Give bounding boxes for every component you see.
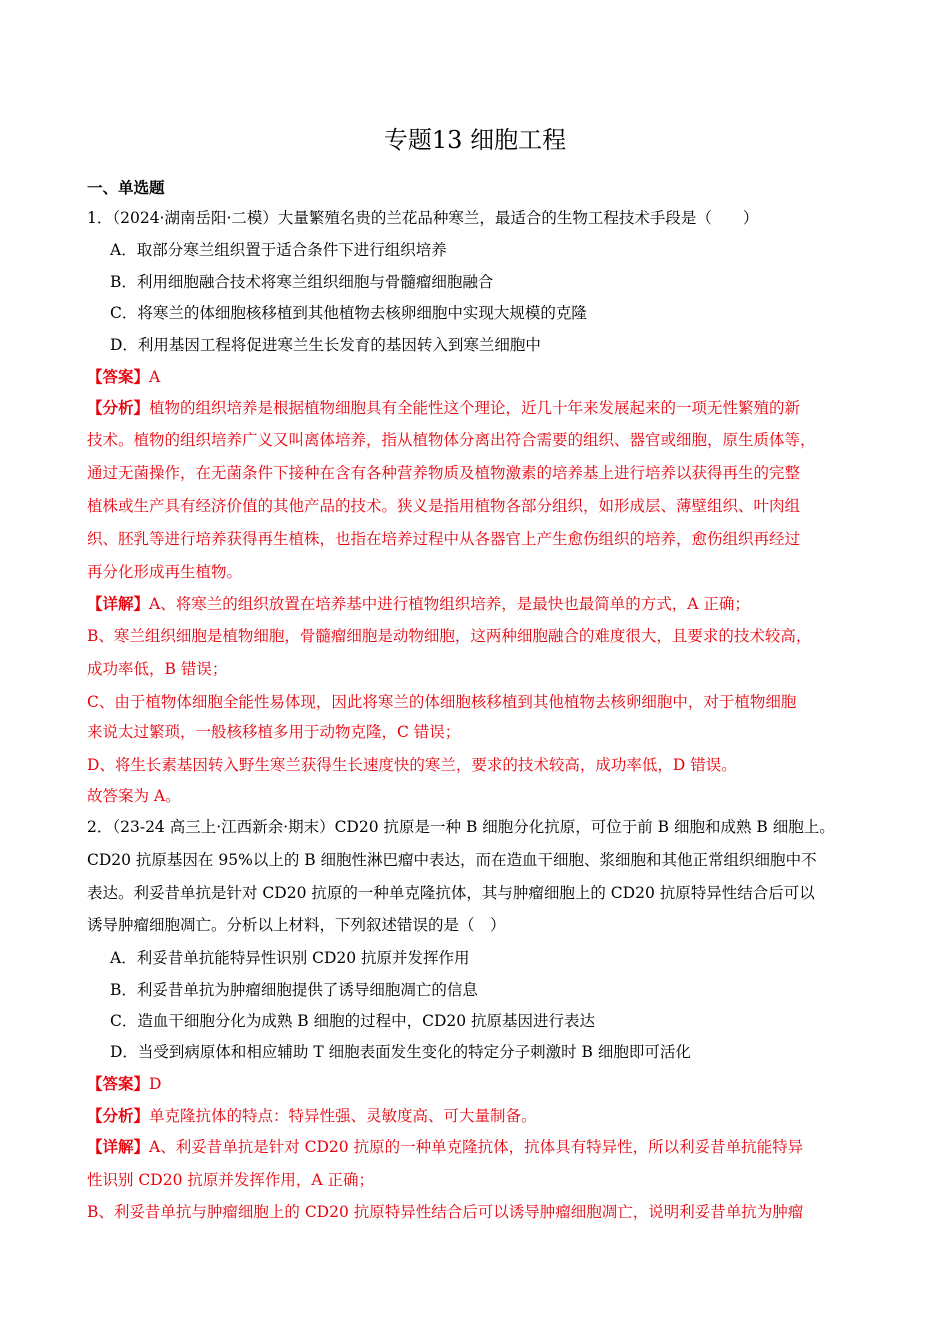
question-2-stem-line: 2．（23-24 高三上·江西新余·期末）CD20 抗原是一种 B 细胞分化抗原，可位于前 B 细胞和成熟 B 细胞上。 — [87, 818, 835, 836]
analysis-text: 植物的组织培养是根据植物细胞具有全能性这个理论，近几十年来发展起来的一项无性繁殖的新 — [149, 399, 801, 417]
analysis-tag: 【分析】 — [87, 398, 150, 417]
question-1-analysis-line — [87, 398, 800, 418]
detail-text: A、将寒兰的组织放置在培养基中进行植物组织培养，是最快也最简单的方式，A 正确； — [149, 595, 750, 613]
question-2-option-d: D．当受到病原体和相应辅助 T 细胞表面发生变化的特定分子刺激时 B 细胞即可活化 — [110, 1043, 691, 1061]
question-2-option-a: A．利妥昔单抗能特异性识别 CD20 抗原并发挥作用 — [110, 949, 470, 967]
question-1-detail-line: B、寒兰组织细胞是植物细胞，骨髓瘤细胞是动物细胞，这两种细胞融合的难度很大，且要求的技术较高， — [87, 627, 812, 645]
page-title: 专题13 细胞工程 — [383, 126, 567, 154]
question-2-stem-line: 表达。利妥昔单抗是针对 CD20 抗原的一种单克隆抗体，其与肿瘤细胞上的 CD20 抗原特异性结合后可以 — [87, 884, 815, 902]
question-1-option-a: A．取部分寒兰组织置于适合条件下进行组织培养 — [110, 241, 447, 259]
question-2-stem-line: CD20 抗原基因在 95%以上的 B 细胞性淋巴瘤中表达，而在造血干细胞、浆细胞和其他正常组织细胞中不 — [87, 851, 817, 869]
question-1-analysis-line: 通过无菌操作，在无菌条件下接种在含有各种营养物质及植物激素的培养基上进行培养以获得再生的完整 — [87, 464, 801, 482]
question-1-option-c: C．将寒兰的体细胞核移植到其他植物去核卵细胞中实现大规模的克隆 — [110, 304, 587, 322]
answer-value: D — [149, 1075, 162, 1093]
question-1-detail-line: D、将生长素基因转入野生寒兰获得生长速度快的寒兰，要求的技术较高，成功率低，D 错误。 — [87, 756, 737, 774]
detail-tag: 【详解】 — [87, 1137, 150, 1156]
analysis-tag: 【分析】 — [87, 1106, 150, 1125]
question-1-analysis-line: 再分化形成再生植物。 — [87, 563, 243, 581]
question-1-option-d: D．利用基因工程将促进寒兰生长发育的基因转入到寒兰细胞中 — [110, 336, 541, 354]
answer-tag: 【答案】 — [87, 367, 150, 386]
question-1-conclusion: 故答案为 A。 — [87, 787, 181, 805]
section-heading: 一、单选题 — [87, 178, 165, 197]
question-1-detail-line: 来说太过繁琐，一般核移植多用于动物克隆，C 错误； — [87, 723, 461, 741]
question-1-analysis-line: 植株或生产具有经济价值的其他产品的技术。狭义是指用植物各部分组织，如形成层、薄壁组织、叶肉组 — [87, 497, 801, 515]
detail-text: A、利妥昔单抗是针对 CD20 抗原的一种单克隆抗体，抗体具有特异性，所以利妥昔单抗能特异 — [149, 1138, 804, 1156]
question-1-answer — [87, 367, 160, 387]
question-2-option-c: C．造血干细胞分化为成熟 B 细胞的过程中，CD20 抗原基因进行表达 — [110, 1012, 596, 1030]
question-2-detail-line: 性识别 CD20 抗原并发挥作用，A 正确； — [87, 1171, 374, 1189]
question-2-detail-line — [87, 1137, 803, 1157]
question-1-detail-line — [87, 594, 750, 614]
answer-value: A — [149, 368, 161, 386]
question-1-analysis-line: 技术。植物的组织培养广义又叫离体培养，指从植物体分离出符合需要的组织、器官或细胞，原生质体等， — [87, 431, 816, 449]
question-2-stem-line: 诱导肿瘤细胞凋亡。分析以上材料，下列叙述错误的是（ ） — [87, 916, 506, 934]
question-1-detail-line: 成功率低，B 错误； — [87, 660, 228, 678]
question-1-stem: 1．（2024·湖南岳阳·二模）大量繁殖名贵的兰花品种寒兰，最适合的生物工程技术手段是（ ） — [87, 209, 759, 227]
question-2-detail-line: B、利妥昔单抗与肿瘤细胞上的 CD20 抗原特异性结合后可以诱导肿瘤细胞凋亡，说明利妥昔单抗为肿瘤 — [87, 1203, 804, 1221]
question-1-analysis-line: 织、胚乳等进行培养获得再生植株，也指在培养过程中从各器官上产生愈伤组织的培养，愈伤组织再经过 — [87, 530, 801, 548]
question-2-answer — [87, 1074, 161, 1094]
question-2-analysis-line — [87, 1106, 537, 1126]
question-2-option-b: B．利妥昔单抗为肿瘤细胞提供了诱导细胞凋亡的信息 — [110, 981, 478, 999]
question-1-option-b: B．利用细胞融合技术将寒兰组织细胞与骨髓瘤细胞融合 — [110, 273, 494, 291]
analysis-text: 单克隆抗体的特点：特异性强、灵敏度高、可大量制备。 — [149, 1107, 537, 1125]
answer-tag: 【答案】 — [87, 1074, 150, 1093]
detail-tag: 【详解】 — [87, 594, 150, 613]
question-1-detail-line: C、由于植物体细胞全能性易体现，因此将寒兰的体细胞核移植到其他植物去核卵细胞中，对于植物细胞 — [87, 693, 797, 711]
